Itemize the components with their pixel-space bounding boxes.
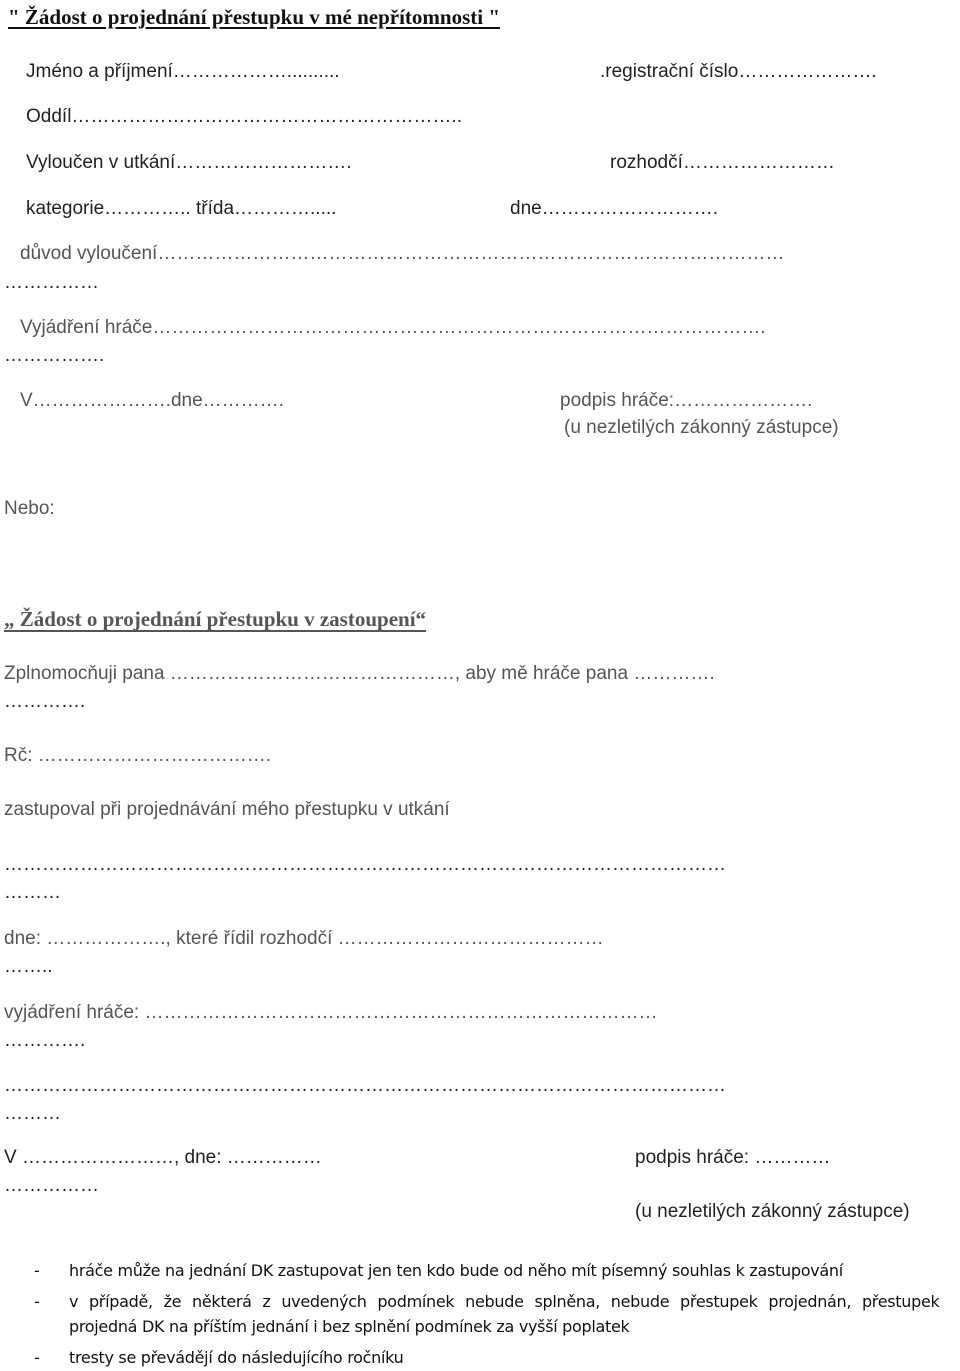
statement-line[interactable]: …………………………………………………………………………………………………… (4, 1075, 726, 1096)
note-2-line-2: projedná DK na příštím jednání i bez splnění podmínek za vyšší poplatek (69, 1317, 630, 1336)
place-date-field[interactable]: V………………….dne…………. (20, 390, 284, 411)
form2-title: „ Žádost o projednání přestupku v zastoupení“ (4, 607, 427, 631)
player-statement-field[interactable]: vyjádření hráče: ……………………………………………………………………… (4, 1002, 658, 1023)
place-continuation[interactable]: …………… (4, 1175, 99, 1196)
referee-field[interactable]: rozhodčí…………………… (610, 152, 835, 173)
or-label: Nebo: (4, 498, 55, 519)
authorize-continuation[interactable]: …………. (4, 691, 86, 712)
match-field[interactable]: Vyloučen v utkání………………………. (26, 152, 352, 173)
signature-field-2[interactable]: podpis hráče: ………… (635, 1147, 831, 1168)
name-field[interactable]: Jméno a příjmení……………….......... (26, 61, 340, 82)
category-field[interactable]: kategorie………….. třída…………..... (26, 198, 337, 219)
authorize-field[interactable]: Zplnomocňuji pana ………………………………………, aby mě hráče pana …………. (4, 663, 715, 684)
statement-line-continuation[interactable]: ……… (4, 1103, 61, 1124)
team-field[interactable]: Oddíl…………………………………………………….. (26, 106, 462, 127)
registration-number-field[interactable]: .registrační číslo…………………. (600, 61, 877, 82)
place-date-field-2[interactable]: V ……………………, dne: …………… (4, 1147, 322, 1168)
note-2-dash: - (34, 1292, 40, 1311)
player-statement-continuation[interactable]: …………. (4, 1030, 86, 1051)
reason-continuation[interactable]: …………… (4, 272, 99, 293)
note-1-line-1: hráče může na jednání DK zastupovat jen ten kdo bude od něho mít písemný souhlas k zastupování (69, 1261, 843, 1280)
reason-field[interactable]: důvod vyloučení……………………………………………………………………………………… (20, 243, 785, 264)
date-referee-field[interactable]: dne: ………………., které řídil rozhodčí …………………………………… (4, 928, 604, 949)
date-referee-continuation[interactable]: …….. (4, 956, 53, 977)
guardian-note: (u nezletilých zákonný zástupce) (564, 417, 839, 438)
represent-text: zastupoval při projednávání mého přestupku v utkání (4, 799, 450, 820)
birth-number-field[interactable]: Rč: ………………………………. (4, 745, 272, 766)
note-2-line-1-text: v případě, že některá z uvedených podmínek nebude splněna, nebude přestupek projednán, přestupek (69, 1292, 940, 1311)
signature-field[interactable]: podpis hráče:…………………. (560, 390, 813, 411)
form1-title: " Žádost o projednání přestupku v mé nepřítomnosti " (8, 5, 500, 29)
match-line[interactable]: …………………………………………………………………………………………………… (4, 854, 726, 875)
note-1-dash: - (34, 1261, 40, 1280)
note-2-line-1 (69, 1292, 957, 1311)
note-3-line-1: tresty se převádějí do následujícího ročníku (69, 1348, 404, 1367)
statement-continuation[interactable]: ……………. (4, 345, 105, 366)
statement-field[interactable]: Vyjádření hráče……………………………………………………………………………………. (20, 317, 766, 338)
match-line-continuation[interactable]: ……… (4, 882, 61, 903)
note-3-dash: - (34, 1348, 40, 1367)
guardian-note-2: (u nezletilých zákonný zástupce) (635, 1201, 910, 1222)
date-field[interactable]: dne………………………. (510, 198, 718, 219)
